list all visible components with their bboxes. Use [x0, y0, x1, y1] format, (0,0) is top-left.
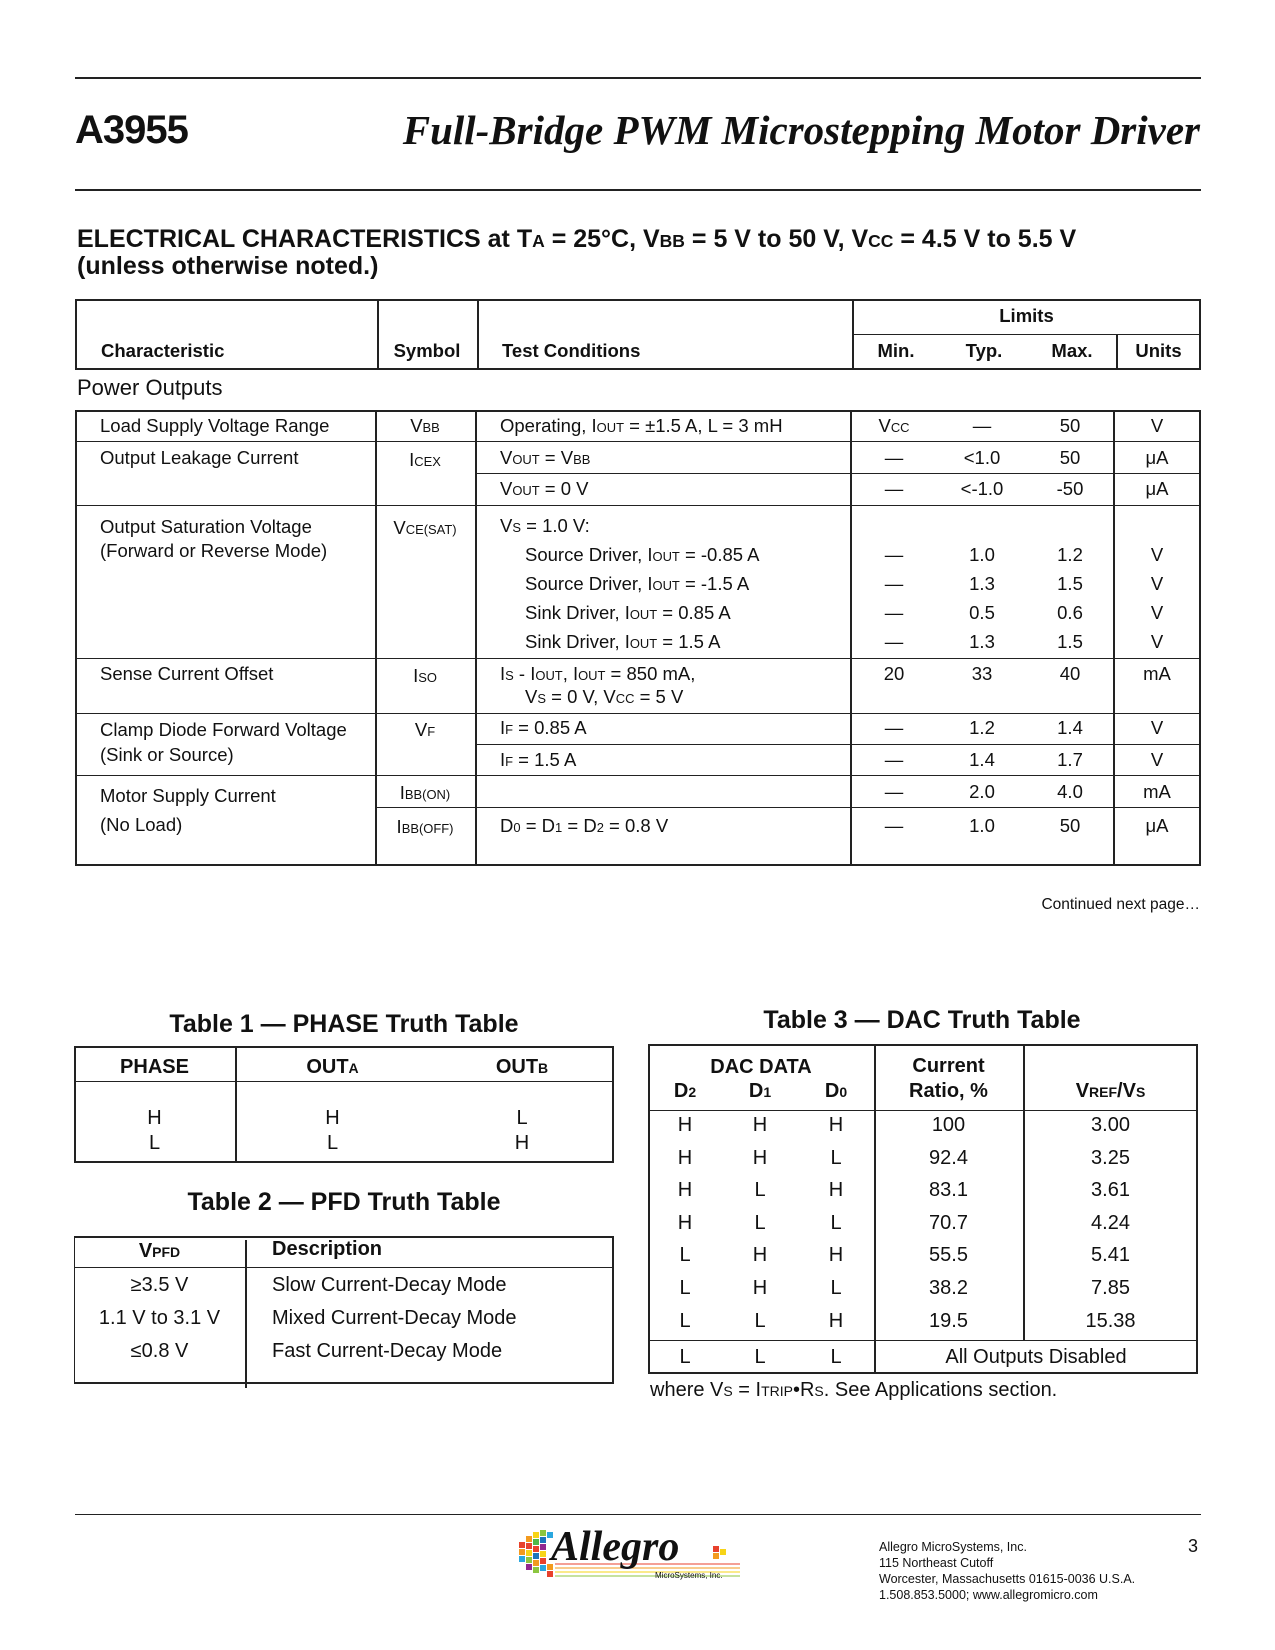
units-sat-4: V: [1150, 631, 1164, 652]
min-load-supply: $V_{CC}$: [878, 415, 910, 436]
table3-col-vref: $V_{REF}/V_S$: [1075, 1080, 1146, 1102]
table1-col-outb: $OUT_B$: [495, 1056, 549, 1078]
table2-col-description: Description: [272, 1238, 383, 1260]
max-clamp-2: 1.7: [1057, 749, 1083, 770]
units-motor-1: mA: [1143, 781, 1171, 802]
char-load-supply: Load Supply Voltage Range: [100, 415, 330, 436]
table3-cell-d0: L: [830, 1211, 842, 1234]
min-clamp-2: —: [884, 749, 904, 770]
table3-col-current: Current Ratio, %: [909, 1055, 988, 1102]
typ-motor-1: 2.0: [969, 781, 995, 802]
sym-vbb: $V_{BB}$: [410, 415, 440, 436]
cond-motor-2: $D_0 = D_1 = D_2 = 0.8$ V: [500, 815, 669, 836]
col-limits: Limits: [999, 305, 1054, 326]
table3-cell-d2: H: [677, 1179, 693, 1202]
table3-cell-d1: H: [752, 1114, 768, 1136]
char-saturation: Output Saturation Voltage (Forward or Reverse Mode): [100, 516, 328, 561]
table3-col-d1: $D_1$: [748, 1080, 772, 1102]
units-sat-2: V: [1150, 573, 1164, 594]
table3-cell-vref-vs: 3.00: [1091, 1114, 1130, 1136]
typ-motor-2: 1.0: [969, 815, 995, 836]
table3-cell-vref-vs: 5.41: [1091, 1244, 1130, 1267]
table3-cell-current-ratio: 38.2: [929, 1277, 968, 1299]
allegro-logo-mark: [515, 1520, 747, 1586]
table2-vpfd-3: ≤0.8 V: [130, 1340, 189, 1362]
char-leakage: Output Leakage Current: [100, 447, 299, 468]
cond-clamp-2: $I_F = 1.5$ A: [500, 749, 577, 770]
table2-desc-3: Fast Current-Decay Mode: [272, 1340, 503, 1362]
address-line: 115 Northeast Cutoff: [879, 1556, 994, 1570]
address-line: Worcester, Massachusetts 01615-0036 U.S.A.: [879, 1572, 1136, 1586]
units-leakage-2: μA: [1145, 478, 1169, 499]
table3-cell-d2: H: [677, 1114, 693, 1136]
max-motor-1: 4.0: [1057, 781, 1083, 802]
sym-ibboff: $I_{BB(OFF)}$: [396, 816, 454, 837]
table3-cell-d0: H: [828, 1244, 844, 1267]
cond-sat-3: Sink Driver, $I_{OUT} = 0.85$ A: [525, 602, 731, 623]
max-sense: 40: [1059, 663, 1081, 684]
table2-vpfd-2: 1.1 V to 3.1 V: [98, 1307, 221, 1329]
table3-cell-current-ratio: 83.1: [929, 1179, 968, 1202]
max-sat-4: 1.5: [1057, 631, 1083, 652]
table3-cell-d1: L: [754, 1179, 766, 1202]
min-leakage-2: —: [884, 478, 904, 499]
max-load-supply: 50: [1059, 415, 1081, 436]
col-units: Units: [1135, 340, 1182, 361]
continued-note: Continued next page…: [1041, 896, 1200, 913]
typ-sat-4: 1.3: [969, 631, 995, 652]
units-sat-3: V: [1150, 602, 1164, 623]
address-line: 1.508.853.5000; www.allegromicro.com: [879, 1588, 1098, 1602]
units-leakage-1: μA: [1145, 447, 1169, 468]
table3-cell-vref-vs: 15.38: [1085, 1309, 1136, 1332]
units-motor-2: μA: [1145, 815, 1169, 836]
allegro-logo: [515, 1520, 747, 1586]
logo-subtitle: MicroSystems, Inc.: [655, 1571, 723, 1580]
table3-cell-d0: L: [830, 1146, 842, 1169]
min-sat-2: —: [884, 573, 904, 594]
typ-sat-2: 1.3: [969, 573, 995, 594]
min-leakage-1: —: [884, 447, 904, 468]
sym-vcesat: $V_{CE(SAT)}$: [393, 517, 457, 538]
units-clamp-1: V: [1150, 717, 1164, 738]
min-sat-4: —: [884, 631, 904, 652]
table3-note: where $V_S$ = $I_{TRIP}•R_S$. See Applications section.: [650, 1379, 1058, 1401]
section-power-outputs: Power Outputs: [77, 375, 223, 400]
table1-outb-values: L H: [514, 1107, 530, 1154]
cond-leakage-1: $V_{OUT} = V_{BB}$: [500, 447, 591, 468]
table3-cell-d2: H: [677, 1211, 693, 1234]
table3-cell-d1: H: [752, 1277, 768, 1299]
col-max: Max.: [1051, 340, 1093, 361]
part-number: A3955: [75, 108, 188, 152]
typ-leakage-1: <1.0: [963, 447, 1001, 468]
table3-cell-vref-vs: 3.61: [1091, 1179, 1130, 1202]
table1-title: Table 1 — PHASE Truth Table: [169, 1010, 519, 1038]
table3-cell-d2: L: [679, 1244, 691, 1267]
table3-col-d2: $D_2$: [673, 1080, 697, 1102]
char-motor: Motor Supply Current (No Load): [100, 785, 276, 835]
table3-cell-vref-vs: 3.25: [1091, 1146, 1130, 1169]
table1-col-phase: PHASE: [120, 1056, 189, 1078]
table3-cell-current-ratio: 19.5: [929, 1309, 968, 1332]
typ-load-supply: —: [972, 415, 992, 436]
cond-sat-4: Sink Driver, $I_{OUT} = 1.5$ A: [525, 631, 721, 652]
table2-vpfd-1: ≥3.5 V: [130, 1274, 189, 1296]
table3-cell-d1: L: [754, 1211, 766, 1234]
max-sat-2: 1.5: [1057, 573, 1083, 594]
col-test-conditions: Test Conditions: [502, 340, 641, 361]
table1-outa-values: H L: [325, 1107, 340, 1154]
cond-sense-1: $I_S - I_{OUT}$, $I_{OUT} = 850$ mA,: [500, 663, 696, 684]
table3-cell-d0: L: [830, 1277, 842, 1299]
cond-leakage-2: $V_{OUT} = 0$ V: [500, 478, 589, 499]
cond-load-supply: Operating, $I_{OUT} = \pm 1.5$ A, L = 3 mH: [500, 415, 783, 436]
table3-cell-vref-vs: 7.85: [1091, 1277, 1130, 1299]
top-rule: [75, 77, 1201, 79]
table3-cell-d0: H: [828, 1179, 844, 1202]
sym-iso: $I_{SO}$: [413, 665, 437, 686]
min-motor-2: —: [884, 815, 904, 836]
max-leakage-1: 50: [1059, 447, 1081, 468]
table3-last-desc: All Outputs Disabled: [945, 1346, 1127, 1368]
table3-cell-current-ratio: 100: [931, 1114, 966, 1136]
cond-sat-1: Source Driver, $I_{OUT} = -0.85$ A: [525, 544, 760, 565]
table2-col-vpfd: $V_{PFD}$: [138, 1240, 181, 1262]
col-min: Min.: [877, 340, 915, 361]
table3-last-d0: L: [830, 1346, 842, 1368]
cond-sat-head: $V_S = 1.0$ V:: [500, 515, 590, 536]
table2-title: Table 2 — PFD Truth Table: [187, 1188, 501, 1216]
header-rule: [75, 189, 1201, 191]
table2-desc-2: Mixed Current-Decay Mode: [272, 1307, 517, 1329]
units-clamp-2: V: [1150, 749, 1164, 770]
table3-cell-d2: L: [679, 1277, 691, 1299]
address-line: Allegro MicroSystems, Inc.: [879, 1540, 1027, 1554]
cond-sat-2: Source Driver, $I_{OUT} = -1.5$ A: [525, 573, 750, 594]
table3-cell-vref-vs: 4.24: [1091, 1211, 1130, 1234]
units-sat-1: V: [1150, 544, 1164, 565]
table2-desc-1: Slow Current-Decay Mode: [272, 1274, 507, 1296]
footer-rule: [75, 1514, 1201, 1515]
min-sat-1: —: [884, 544, 904, 565]
table3-cell-d1: H: [752, 1244, 768, 1267]
col-characteristic: Characteristic: [101, 340, 225, 361]
table3-col-d0: $D_0$: [824, 1080, 848, 1102]
col-symbol: Symbol: [393, 340, 461, 361]
table3-cell-d1: H: [752, 1146, 768, 1169]
max-leakage-2: -50: [1056, 478, 1084, 499]
table3-cell-current-ratio: 55.5: [929, 1244, 968, 1267]
sym-vf: $V_F$: [414, 719, 436, 740]
table3-cell-d0: H: [828, 1309, 844, 1332]
electrical-heading: ELECTRICAL CHARACTERISTICS at $T_A = 25^\circ C$, $V_{BB} = 5$ V to 50 V, $V_{CC} = 4.5$ V to 5.5 V (unless otherwise noted.): [77, 225, 1077, 280]
typ-sat-3: 0.5: [969, 602, 995, 623]
document-title: Full-Bridge PWM Microstepping Motor Driver: [402, 107, 1200, 153]
max-motor-2: 50: [1059, 815, 1081, 836]
typ-sat-1: 1.0: [969, 544, 995, 565]
max-sat-1: 1.2: [1057, 544, 1083, 565]
col-typ: Typ.: [965, 340, 1003, 361]
table3-cell-d2: L: [679, 1309, 691, 1332]
min-motor-1: —: [884, 781, 904, 802]
min-sense: 20: [883, 663, 905, 684]
max-sat-3: 0.6: [1057, 602, 1083, 623]
units-load-supply: V: [1150, 415, 1164, 436]
page-number: 3: [1187, 1536, 1198, 1556]
typ-leakage-2: <-1.0: [960, 478, 1004, 499]
cond-clamp-1: $I_F = 0.85$ A: [500, 717, 587, 738]
typ-clamp-1: 1.2: [969, 717, 995, 738]
sym-icex: $I_{CEX}$: [409, 449, 441, 470]
units-sense: mA: [1143, 663, 1171, 684]
logo-wordmark: Allegro: [551, 1524, 680, 1570]
table3-cell-current-ratio: 70.7: [929, 1211, 968, 1234]
typ-sense: 33: [971, 663, 993, 684]
table3-cell-current-ratio: 92.4: [929, 1146, 968, 1169]
table3-cell-d0: H: [828, 1114, 844, 1136]
table3-title: Table 3 — DAC Truth Table: [763, 1006, 1081, 1034]
table1-col-outa: $OUT_A$: [306, 1056, 359, 1078]
max-clamp-1: 1.4: [1057, 717, 1083, 738]
table1-phase-values: H L: [147, 1107, 162, 1154]
table3-cell-d1: L: [754, 1309, 766, 1332]
char-sense: Sense Current Offset: [100, 663, 274, 684]
table3-last-d1: L: [754, 1346, 766, 1368]
min-clamp-1: —: [884, 717, 904, 738]
sym-ibbon: $I_{BB(ON)}$: [399, 782, 451, 803]
table3-cell-d2: H: [677, 1146, 693, 1169]
table3-dac-data: DAC DATA: [710, 1056, 812, 1078]
cond-sense-2: $V_S = 0$ V, $V_{CC} = 5$ V: [525, 686, 684, 707]
company-address: [879, 1539, 1135, 1603]
char-clamp: Clamp Diode Forward Voltage (Sink or Source): [100, 719, 347, 765]
table3-last-d2: L: [679, 1346, 691, 1368]
min-sat-3: —: [884, 602, 904, 623]
typ-clamp-2: 1.4: [969, 749, 995, 770]
